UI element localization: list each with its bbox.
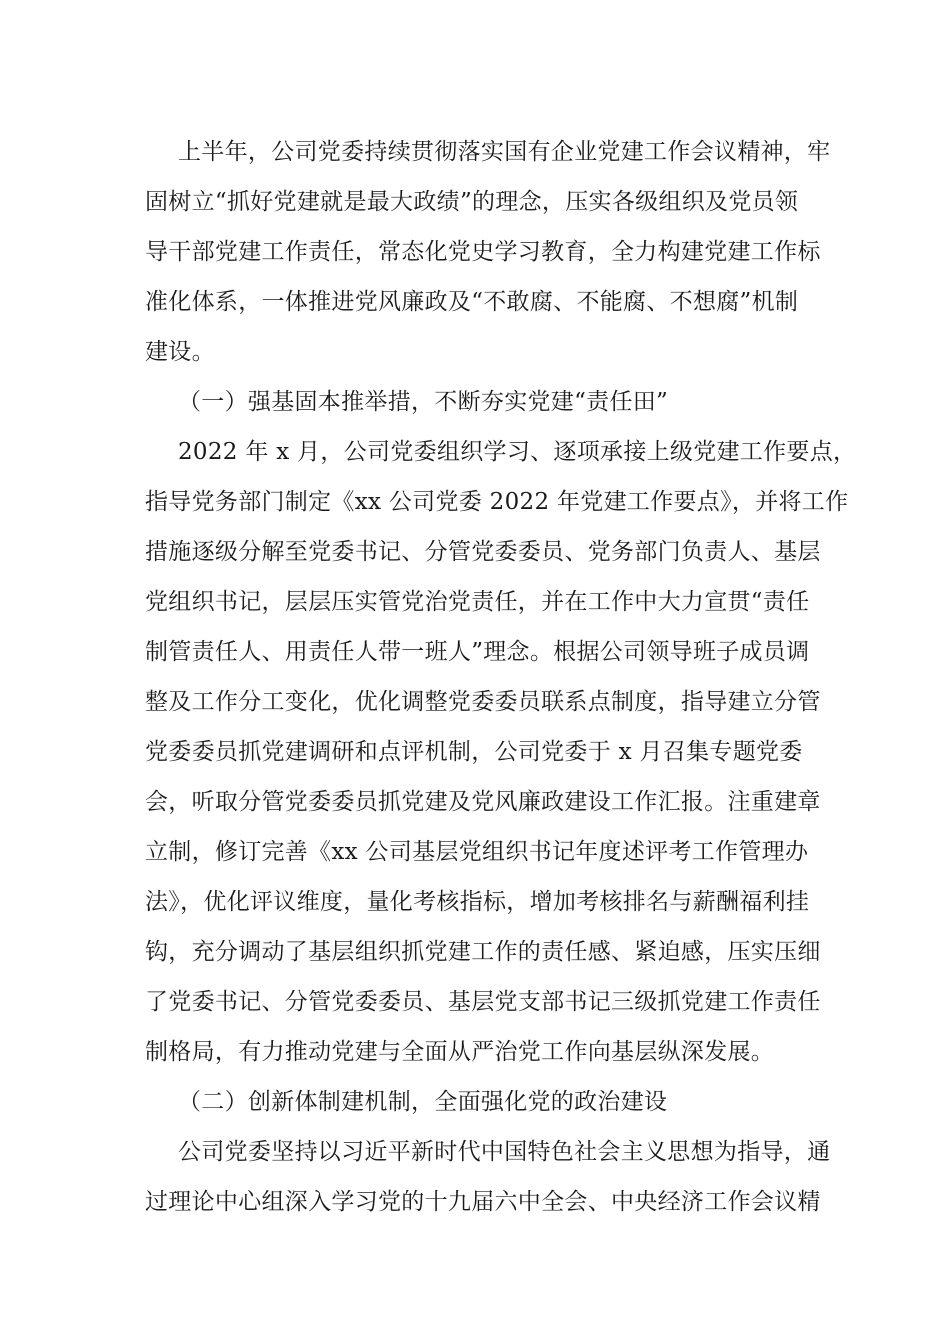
text-line: 立制，修订完善《xx 公司基层党组织书记年度述评考工作管理办 <box>145 839 809 865</box>
paragraph <box>145 427 857 1077</box>
text-line: 制格局，有力推动党建与全面从严治党工作向基层纵深发展。 <box>145 1039 775 1065</box>
text-line: 法》，优化评议维度，量化考核指标，增加考核排名与薪酬福利挂 <box>145 889 810 915</box>
text-line: （二）创新体制建机制，全面强化党的政治建设 <box>178 1089 668 1115</box>
text-line: 准化体系，一体推进党风廉政及“不敢腐、不能腐、不想腐”机制 <box>145 289 799 315</box>
paragraph <box>145 127 831 377</box>
text-line: （一）强基固本推举措，不断夯实党建“责任田” <box>178 389 669 415</box>
document-body <box>145 127 857 1227</box>
text-line: 建设。 <box>145 339 215 365</box>
text-line: 公司党委坚持以习近平新时代中国特色社会主义思想为指导，通 <box>178 1139 831 1165</box>
text-line: 过理论中心组深入学习党的十九届六中全会、中央经济工作会议精 <box>145 1189 821 1215</box>
section-heading <box>145 1077 805 1127</box>
section-heading <box>145 377 805 427</box>
text-line: 措施逐级分解至党委书记、分管党委委员、党务部门负责人、基层 <box>145 539 821 565</box>
text-line: 了党委书记、分管党委委员、基层党支部书记三级抓党建工作责任 <box>145 989 821 1015</box>
text-line: 固树立“抓好党建就是最大政绩”的理念，压实各级组织及党员领 <box>145 189 799 215</box>
text-line: 上半年，公司党委持续贯彻落实国有企业党建工作会议精神，牢 <box>178 139 831 165</box>
paragraph <box>145 1127 831 1227</box>
text-line: 钩，充分调动了基层组织抓党建工作的责任感、紧迫感，压实压细 <box>145 939 821 965</box>
text-line: 指导党务部门制定《xx 公司党委 2022 年党建工作要点》，并将工作 <box>145 489 849 515</box>
text-line: 会，听取分管党委委员抓党建及党风廉政建设工作汇报。注重建章 <box>145 789 821 815</box>
text-line: 整及工作分工变化，优化调整党委委员联系点制度，指导建立分管 <box>145 689 821 715</box>
text-line: 导干部党建工作责任，常态化党史学习教育，全力构建党建工作标 <box>145 239 821 265</box>
text-line: 党委委员抓党建调研和点评机制，公司党委于 x 月召集专题党委 <box>145 739 803 765</box>
text-line: 制管责任人、用责任人带一班人”理念。根据公司领导班子成员调 <box>145 639 810 665</box>
text-line: 2022 年 x 月，公司党委组织学习、逐项承接上级党建工作要点， <box>178 439 857 465</box>
text-line: 党组织书记，层层压实管党治党责任，并在工作中大力宣贯“责任 <box>145 589 810 615</box>
